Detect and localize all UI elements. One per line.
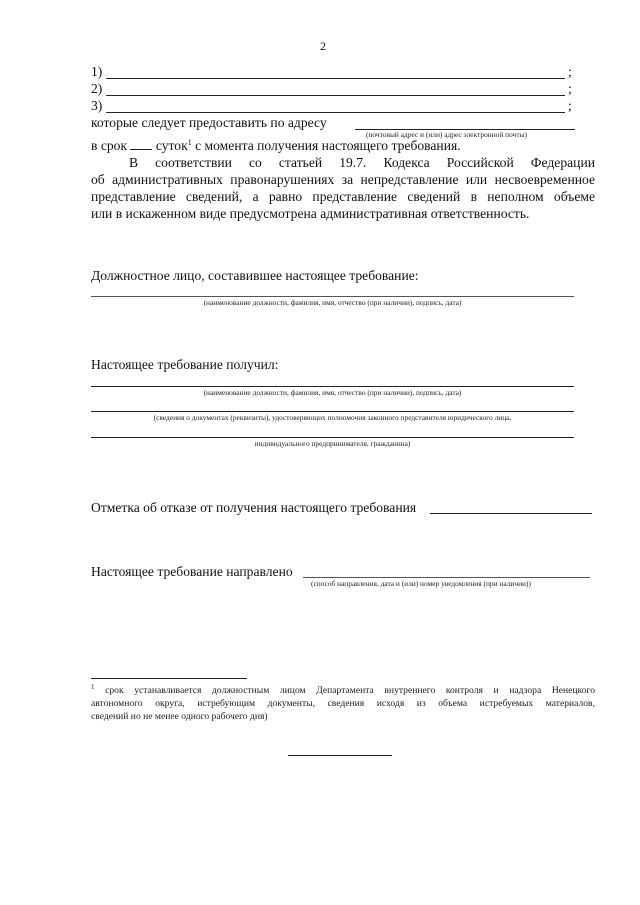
item-1-end: ; [568,64,572,79]
term-suffix: с момента получения настоящего требования. [195,138,461,153]
sent-label: Настоящее требование направлено [91,564,293,579]
footnote-line-1 [91,684,595,697]
responsibility-line-4: или в искаженном виде предусмотрена административная ответственность. [91,206,530,221]
footnote-mark: 1 [91,683,95,691]
refusal-line [430,513,592,514]
term-days: суток [155,138,188,153]
received-signature-line [91,386,574,387]
received-documents-line [91,411,574,412]
responsibility-line-3: представление сведений, а равно представление сведений в неполном объеме [91,189,595,204]
footnote-separator [91,678,247,679]
received-caption-3: индивидуального предпринимателя, гражданина) [254,439,411,448]
official-caption: (наименование должности, фамилия, имя, отчество (при наличии), подпись, дата) [203,298,462,307]
document-page: 2 1) ; 2) ; 3) ; которые следует предоставить по адресу (почтовый адрес и (или) адрес электронной почты) в срок суток$^1$ с момента получения настоящего требования. В соответствии со статьей 19.7. Кодекса Российской Федерации об административных правонарушениях за непредставление или несвоевременное представление сведений, а равно представление сведений в неполном объеме или в искаженном виде предусмотрена административная ответственность. Должностное лицо, составившее настоящее требование: (наименование должности, фамилия, имя, отчество (при наличии), подпись, дата) Настоящее требование получил: (наименование должности, фамилия, имя, отчество (при наличии), подпись, дата) (сведения о документах (реквизиты), удостоверяющих полномочия законного представителя юридического лица, индивидуального предпринимателя, гражданина) Отметка об отказе от получения настоящего требования Настоящее требование направлено (способ направления, дата и (или) номер уведомления (при наличии)) $^1$ срок устанавливается должностным лицом Департамента внутреннего контроля и надзора Ненецкого автономного округа, истребующим документы, сведения исходя из объема истребуемых материалов, сведений но не менее одного рабочего дня) [0,0,640,905]
item-2-end: ; [568,81,572,96]
item-3-line [106,112,565,113]
item-3-end: ; [568,98,572,113]
sent-caption: (способ направления, дата и (или) номер уведомления (при наличии)) [311,579,531,588]
sent-line [303,577,590,578]
term-line [91,138,461,154]
footnote-line-2: автономного округа, истребующим документы, сведения исходя из объема истребуемых материалов, [91,698,595,709]
item-1-number: 1) [91,64,103,79]
received-caption-1: (наименование должности, фамилия, имя, отчество (при наличии), подпись, дата) [203,388,462,397]
received-caption-2: (сведения о документах (реквизиты), удостоверяющих полномочия законного представителя юридического лица, [153,413,512,422]
official-signature-line [91,296,574,297]
item-2-number: 2) [91,81,103,96]
footnote-line-3: сведений но не менее одного рабочего дня) [91,711,268,722]
footnote-text-1: срок устанавливается должностным лицом Департамента внутреннего контроля и надзора Ненецкого [105,685,595,696]
received-label: Настоящее требование получил: [91,357,279,372]
official-label: Должностное лицо, составившее настоящее требование: [91,268,419,283]
item-3-number: 3) [91,98,103,113]
end-separator [288,755,392,756]
term-footnote-mark: 1 [187,138,192,147]
item-1-line [106,78,565,79]
term-prefix: в срок [91,138,128,153]
item-2-line [106,95,565,96]
received-documents-line-2 [91,437,574,438]
responsibility-line-1: В соответствии со статьей 19.7. Кодекса Российской Федерации [129,155,595,170]
address-label: которые следует предоставить по адресу [91,115,327,130]
refusal-label: Отметка об отказе от получения настоящего требования [91,500,417,515]
term-blank [130,138,152,150]
address-caption: (почтовый адрес и (или) адрес электронной почты) [366,130,528,139]
responsibility-line-2: об административных правонарушениях за непредставление или несвоевременное [91,172,595,187]
